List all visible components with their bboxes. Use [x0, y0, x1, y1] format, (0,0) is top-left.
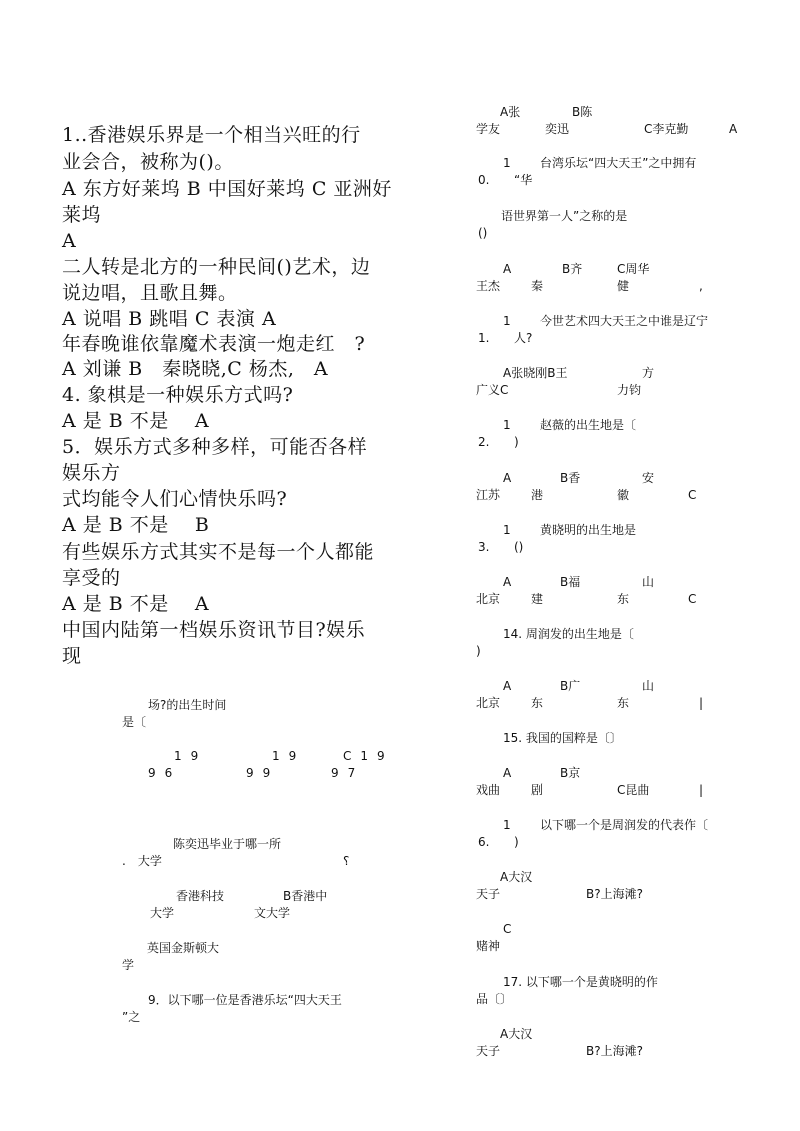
answer-option: 97	[331, 766, 365, 780]
question-line: 4. 象棋是一种娱乐方式吗?	[62, 384, 294, 406]
question-line: 现	[62, 645, 82, 667]
stray-mark: |	[699, 696, 704, 710]
answer-option: 文大学	[254, 906, 291, 920]
question-line: 品〔〕	[476, 992, 513, 1006]
answer-key: A	[62, 230, 77, 252]
question-line: 黄晓明的出生地是	[540, 523, 637, 537]
answer-option: 99	[246, 766, 280, 780]
answer-option: 安	[642, 471, 655, 485]
answer-option: 赌神	[476, 939, 501, 953]
answer-option: 江苏	[476, 488, 501, 502]
answer-option: C	[688, 488, 697, 502]
answer-option: 英国金斯顿大	[147, 941, 220, 955]
question-number: 1	[503, 818, 511, 832]
question-line: 场?的出生时间	[148, 698, 227, 712]
answer-option: 96	[148, 766, 182, 780]
answer-option: A	[503, 766, 512, 780]
answer-options: A 是 B 不是 A	[62, 410, 210, 432]
question-line: 二人转是北方的一种民间()艺术，边	[62, 256, 371, 278]
question-line: 15. 我国的国粹是〔〕	[503, 731, 622, 745]
answer-option: 力钧	[617, 383, 642, 397]
answer-option: 秦	[531, 279, 544, 293]
answer-option: 建	[531, 592, 544, 606]
answer-option: 19	[174, 749, 208, 763]
question-number: 0.	[478, 173, 490, 187]
answer-option: A	[503, 679, 512, 693]
answer-option: 港	[531, 488, 544, 502]
answer-option: C19	[343, 749, 394, 763]
stray-mark: ,	[699, 279, 703, 293]
question-number: 2.	[478, 435, 490, 449]
question-number: 1	[503, 156, 511, 170]
answer-option: B香港中	[283, 889, 328, 903]
answer-option: 东	[531, 696, 544, 710]
question-line: 是〔	[122, 715, 147, 729]
answer-option: B陈	[572, 105, 593, 119]
question-line: 人?	[514, 331, 533, 345]
answer-option: B?上海滩?	[586, 887, 643, 901]
answer-option: 天子	[476, 887, 501, 901]
answer-option: C昆曲	[617, 783, 650, 797]
answer-option: C	[688, 592, 697, 606]
answer-option: 大学	[150, 906, 175, 920]
answer-option: 山	[642, 575, 655, 589]
question-line: 享受的	[62, 567, 121, 589]
question-number: 6.	[478, 835, 490, 849]
answer-option: 王杰	[476, 279, 501, 293]
question-line: 赵薇的出生地是〔	[540, 418, 637, 432]
answer-option: A大汉	[500, 1027, 533, 1041]
answer-option: 北京	[476, 592, 501, 606]
answer-key: A	[729, 122, 738, 136]
answer-option: B广	[560, 679, 581, 693]
question-line: 业会合，被称为()。	[62, 151, 234, 173]
answer-option: B齐	[562, 262, 583, 276]
answer-options: A 是 B 不是 B	[62, 514, 210, 536]
question-line: 9．以下哪一位是香港乐坛“四大天王	[148, 993, 342, 1007]
answer-option: A大汉	[500, 870, 533, 884]
answer-option: 19	[272, 749, 306, 763]
answer-option: 方	[642, 366, 655, 380]
question-line: 5．娱乐方式多种多样，可能否各样	[62, 436, 368, 458]
answer-option: A张	[500, 105, 521, 119]
question-line: 有些娱乐方式其实不是每一个人都能	[62, 541, 375, 563]
answer-options: A 说唱 B 跳唱 C 表演 A	[62, 308, 277, 330]
question-line: 17. 以下哪一个是黄晓明的作	[503, 975, 658, 989]
answer-option: 香港科技	[176, 889, 225, 903]
question-line: “华	[514, 173, 533, 187]
question-line: )	[514, 835, 519, 849]
answer-options: A 是 B 不是 A	[62, 593, 210, 615]
answer-option: B?上海滩?	[586, 1044, 643, 1058]
question-number: 1	[503, 418, 511, 432]
answer-option: 徽	[617, 488, 630, 502]
answer-option: 天子	[476, 1044, 501, 1058]
question-line: ”之	[122, 1010, 141, 1024]
answer-options: 莱坞	[62, 204, 102, 226]
answer-option: 剧	[531, 783, 544, 797]
answer-option: C周华	[617, 262, 650, 276]
answer-option: 学	[122, 958, 135, 972]
question-line: ()	[478, 226, 488, 240]
question-line: 语世界第一人”之称的是	[501, 209, 628, 223]
question-line: ()	[514, 540, 524, 554]
question-line: 年春晚谁依靠魔术表演一炮走红 ?	[62, 333, 366, 355]
answer-options: A 刘谦 B 秦晓晓,C 杨杰, A	[62, 358, 329, 380]
answer-option: B京	[560, 766, 581, 780]
question-line: 式均能令人们心情快乐吗?	[62, 488, 288, 510]
answer-option: C	[503, 922, 512, 936]
question-number: 1.	[478, 331, 490, 345]
stray-mark: |	[699, 783, 704, 797]
answer-option: B福	[560, 575, 581, 589]
question-line: 今世艺术四大天王之中谁是辽宁	[540, 314, 709, 328]
answer-options: A 东方好莱坞 B 中国好莱坞 C 亚洲好	[62, 178, 392, 200]
question-number: 1	[503, 314, 511, 328]
answer-option: 戏曲	[476, 783, 501, 797]
answer-option: 东	[617, 592, 630, 606]
answer-option: 健	[617, 279, 630, 293]
question-line: . 大学	[122, 854, 162, 868]
answer-option: B香	[560, 471, 581, 485]
answer-option: C李克勤	[644, 122, 689, 136]
question-line: 娱乐方	[62, 462, 121, 484]
answer-option: 广义C	[476, 383, 509, 397]
stray-mark: ؟	[343, 854, 350, 868]
answer-option: A	[503, 262, 512, 276]
answer-option: A	[503, 471, 512, 485]
question-line: )	[514, 435, 519, 449]
answer-option: A张晓刚B王	[503, 366, 568, 380]
answer-option: 学友	[476, 122, 501, 136]
answer-option: 奕迅	[545, 122, 570, 136]
question-line: 台湾乐坛“四大天王”之中拥有	[540, 156, 697, 170]
answer-option: 北京	[476, 696, 501, 710]
question-line: 中国内陆第一档娱乐资讯节目?娱乐	[62, 619, 366, 641]
question-line: 1..香港娱乐界是一个相当兴旺的行	[62, 124, 361, 146]
question-line: 陈奕迅毕业于哪一所	[173, 837, 282, 851]
question-number: 3.	[478, 540, 490, 554]
answer-option: A	[503, 575, 512, 589]
question-line: 说边唱，且歌且舞。	[62, 282, 238, 304]
answer-option: 东	[617, 696, 630, 710]
answer-option: 山	[642, 679, 655, 693]
question-line: 14. 周润发的出生地是〔	[503, 627, 634, 641]
question-line: )	[476, 644, 481, 658]
question-line: 以下哪一个是周润发的代表作〔	[540, 818, 709, 832]
question-number: 1	[503, 523, 511, 537]
